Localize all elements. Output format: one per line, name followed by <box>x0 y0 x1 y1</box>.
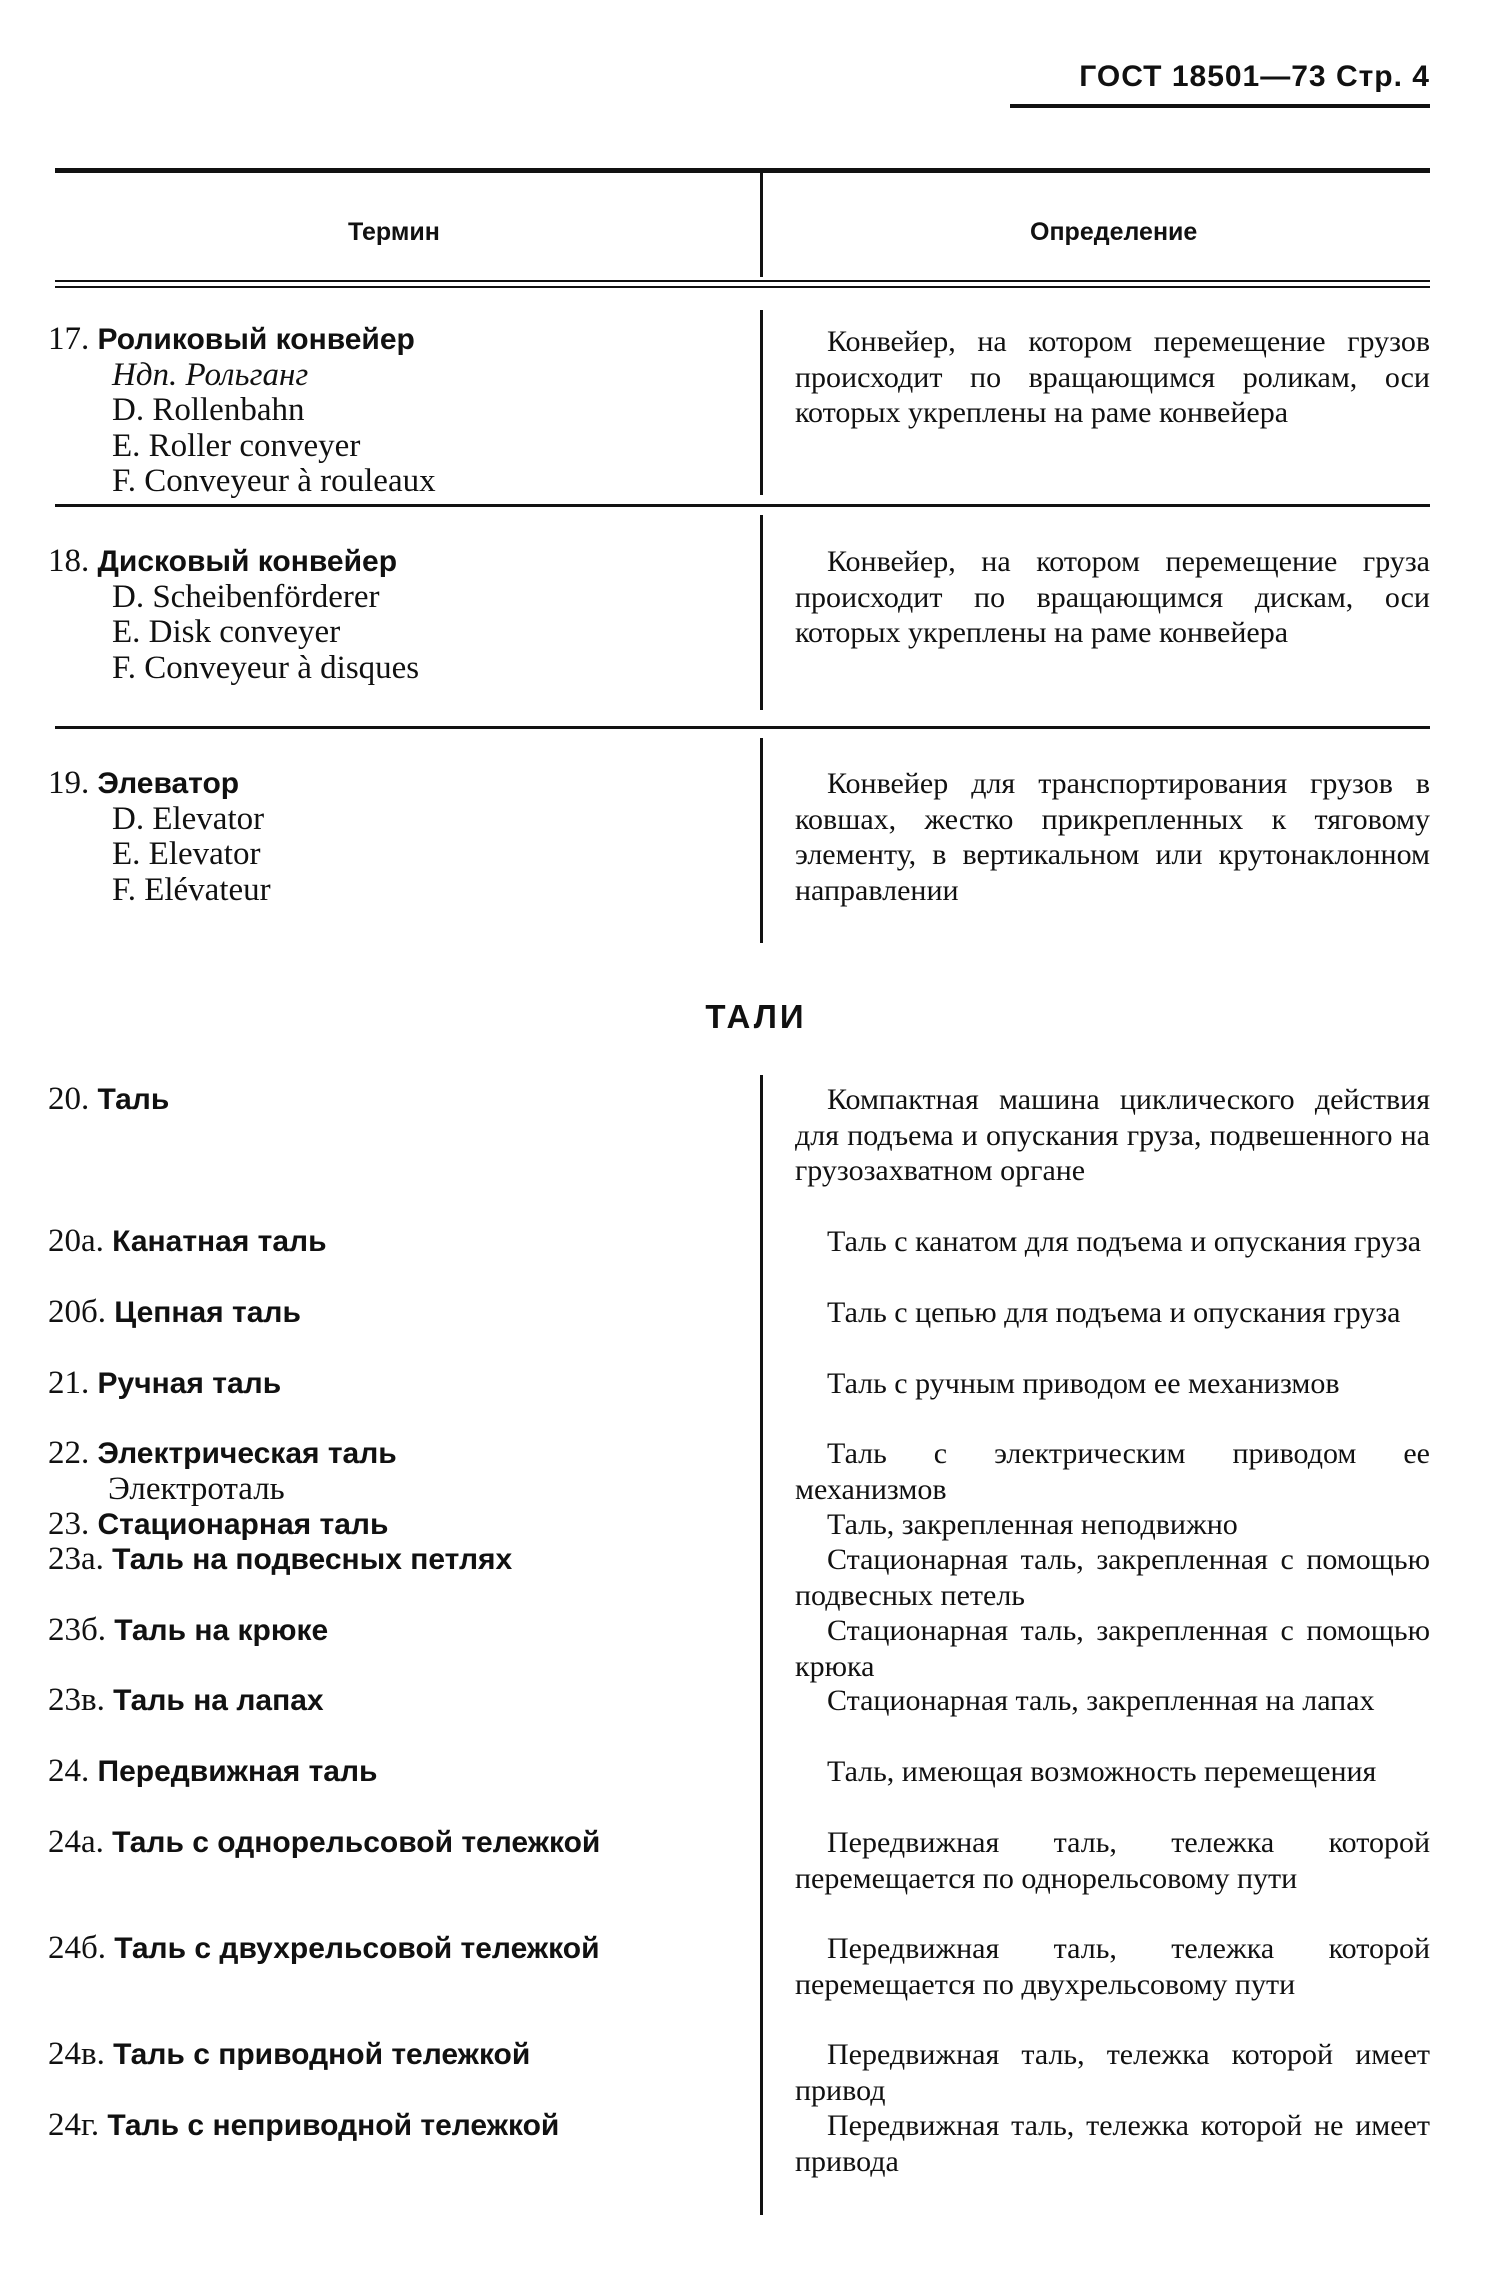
definition-text: Таль с ручным приводом ее механизмов <box>827 1367 1340 1400</box>
term-name: Стационарная таль <box>97 1508 389 1541</box>
term-number: 23а. <box>48 1541 104 1577</box>
definition-24a <box>795 1825 1430 1896</box>
header-rule <box>1010 104 1430 108</box>
term-22 <box>48 1436 748 1507</box>
definition-text: Передвижная таль, тележка которой перемещается по двухрельсовому пути <box>795 1932 1430 2001</box>
term-24 <box>48 1754 748 1790</box>
term-german: D. Elevator <box>112 800 265 837</box>
column-divider <box>760 738 763 943</box>
page-header: ГОСТ 18501—73 Стр. 4 <box>1079 60 1430 93</box>
term-number: 18. <box>48 543 90 579</box>
term-name: Цепная таль <box>114 1296 301 1329</box>
term-number: 19. <box>48 765 90 801</box>
term-number: 17. <box>48 321 90 357</box>
definition-text: Таль, имеющая возможность перемещения <box>827 1755 1377 1788</box>
term-german: D. Rollenbahn <box>112 392 305 428</box>
definition-text: Передвижная таль, тележка которой не имеет привода <box>795 2109 1430 2178</box>
column-divider <box>760 515 763 710</box>
term-name: Таль <box>97 1083 170 1116</box>
column-divider <box>760 1075 763 2215</box>
term-name: Таль на крюке <box>114 1614 329 1647</box>
term-number: 21. <box>48 1365 90 1401</box>
term-number: 24а. <box>48 1824 104 1860</box>
definition-text: Конвейер, на котором перемещение грузов происходит по вращающимся роликам, оси которых укреплены на раме конвейера <box>795 325 1430 429</box>
definition-22 <box>795 1436 1430 1507</box>
term-20a <box>48 1224 748 1260</box>
definition-text: Конвейер, на котором перемещение груза происходит по вращающимся дискам, оси которых укреплены на раме конвейера <box>795 545 1430 649</box>
definition-20 <box>795 1082 1430 1189</box>
term-23v <box>48 1683 748 1719</box>
column-head-definition: Определение <box>1030 218 1198 246</box>
definition-21 <box>795 1366 1430 1402</box>
definition-text: Стационарная таль, закрепленная с помощью подвесных петель <box>795 1543 1430 1612</box>
term-24v <box>48 2037 748 2073</box>
term-number: 23б. <box>48 1612 107 1648</box>
term-english: E. Disk conveyer <box>112 614 341 650</box>
term-name: Элеватор <box>97 767 240 800</box>
definition-20a <box>795 1224 1430 1260</box>
term-name: Ручная таль <box>97 1367 282 1400</box>
section-title: ТАЛИ <box>705 998 807 1035</box>
definition-17 <box>795 324 1430 431</box>
definition-24b <box>795 1931 1430 2002</box>
term-name: Таль с приводной тележкой <box>113 2038 531 2071</box>
definition-23a <box>795 1542 1430 1613</box>
row-separator <box>55 726 1430 729</box>
definition-text: Таль, закрепленная неподвижно <box>827 1508 1238 1541</box>
definition-text: Передвижная таль, тележка которой перемещается по однорельсовому пути <box>795 1826 1430 1895</box>
definition-text: Стационарная таль, закрепленная на лапах <box>827 1684 1375 1717</box>
term-name: Таль на лапах <box>113 1684 324 1717</box>
term-not-allowed: Ндп. Рольганг <box>112 356 309 393</box>
term-number: 24б. <box>48 1930 107 1966</box>
term-english: E. Roller conveyer <box>112 427 361 464</box>
term-german: D. Scheibenförderer <box>112 578 380 615</box>
term-french: F. Conveyeur à rouleaux <box>112 463 436 499</box>
definition-20b <box>795 1295 1430 1331</box>
term-french: F. Elévateur <box>112 871 271 908</box>
term-name: Таль с двухрельсовой тележкой <box>114 1932 600 1965</box>
column-divider <box>760 310 763 495</box>
term-number: 23. <box>48 1506 90 1542</box>
definition-19 <box>795 766 1430 908</box>
term-24b <box>48 1931 748 1967</box>
term-french: F. Conveyeur à disques <box>112 649 420 686</box>
term-name: Дисковый конвейер <box>97 545 398 578</box>
column-head-term: Термин <box>348 218 440 246</box>
definition-text: Таль с электрическим приводом ее механизмов <box>795 1437 1430 1506</box>
definition-23v <box>795 1683 1430 1719</box>
term-synonym: Электроталь <box>108 1470 285 1507</box>
definition-text: Конвейер для транспортирования грузов в ковшах, жестко прикрепленных к тяговому элементу, в вертикальном или крутонаклонном направлении <box>795 767 1430 907</box>
table-top-rule <box>55 168 1430 173</box>
term-23b <box>48 1613 748 1649</box>
term-17 <box>48 322 748 500</box>
term-number: 20. <box>48 1081 90 1117</box>
term-19 <box>48 766 748 908</box>
term-number: 24в. <box>48 2036 105 2072</box>
term-21 <box>48 1366 748 1402</box>
term-name: Канатная таль <box>112 1225 327 1258</box>
definition-24 <box>795 1754 1430 1790</box>
term-name: Передвижная таль <box>97 1755 378 1788</box>
definition-23b <box>795 1613 1430 1684</box>
term-24a <box>48 1825 748 1861</box>
definition-text: Передвижная таль, тележка которой имеет привод <box>795 2038 1430 2107</box>
term-name: Электрическая таль <box>97 1437 397 1470</box>
term-name: Роликовый конвейер <box>97 323 415 356</box>
definition-23 <box>795 1507 1430 1543</box>
term-20 <box>48 1082 748 1118</box>
definition-24g <box>795 2108 1430 2179</box>
term-english: E. Elevator <box>112 836 261 872</box>
definition-text: Стационарная таль, закрепленная с помощью крюка <box>795 1614 1430 1683</box>
definition-text: Таль с канатом для подъема и опускания груза <box>827 1225 1422 1258</box>
header-column-divider <box>760 172 763 277</box>
definition-text: Таль с цепью для подъема и опускания груза <box>827 1296 1401 1329</box>
table-head-rule <box>55 280 1430 288</box>
term-name: Таль с неприводной тележкой <box>107 2109 560 2142</box>
definition-18 <box>795 544 1430 651</box>
term-number: 24. <box>48 1753 90 1789</box>
term-number: 20а. <box>48 1223 104 1259</box>
term-18 <box>48 544 748 686</box>
definition-24v <box>795 2037 1430 2108</box>
term-23a <box>48 1542 748 1578</box>
term-number: 24г. <box>48 2107 100 2143</box>
row-separator <box>55 504 1430 507</box>
term-24g <box>48 2108 748 2144</box>
term-name: Таль на подвесных петлях <box>112 1543 513 1576</box>
term-name: Таль с однорельсовой тележкой <box>112 1826 601 1859</box>
term-20b <box>48 1295 748 1331</box>
term-23 <box>48 1507 748 1543</box>
term-number: 22. <box>48 1435 90 1471</box>
term-number: 20б. <box>48 1294 107 1330</box>
term-number: 23в. <box>48 1682 105 1718</box>
definition-text: Компактная машина циклического действия для подъема и опускания груза, подвешенного на грузозахватном органе <box>795 1083 1430 1187</box>
